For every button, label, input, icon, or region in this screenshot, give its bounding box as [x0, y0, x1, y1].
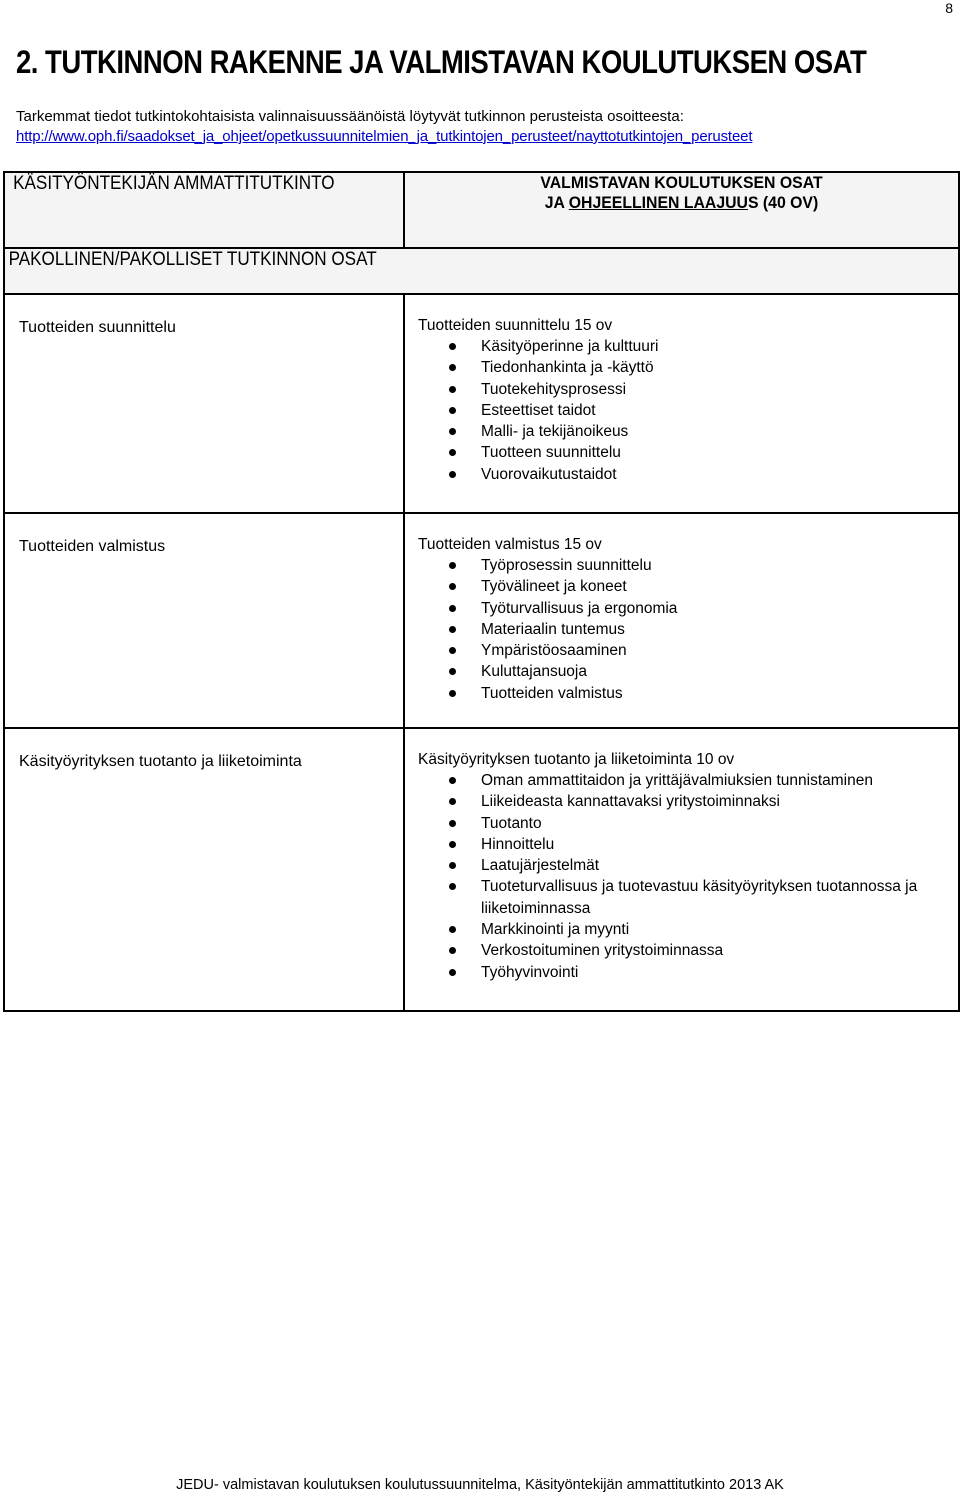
bullet-icon: [449, 449, 456, 456]
bullet-icon: [449, 583, 456, 590]
intro-paragraph: [16, 107, 752, 147]
list-item: Kuluttajansuoja: [418, 661, 958, 682]
intro-text: Tarkemmat tiedot tutkintokohtaisista valinnaisuussäänöistä löytyvät tutkinnon perusteista osoitteesta:: [16, 108, 684, 125]
title-line2-suffix: S (40 OV): [747, 193, 819, 212]
structure-table: [3, 171, 960, 1012]
list-item: Tuotteiden valmistus: [418, 683, 958, 704]
perusteet-link[interactable]: http://www.oph.fi/saadokset_ja_ohjeet/opetkussuunnitelmien_ja_tutkintojen_perusteet/nayttotutkintojen_perusteet: [16, 128, 753, 145]
bullet-icon: [449, 343, 456, 350]
bullet-icon: [449, 926, 456, 933]
list-item: Tuotanto: [418, 813, 958, 834]
unit-detail: [404, 294, 959, 513]
bullet-icon: [449, 562, 456, 569]
bullet-icon: [449, 364, 456, 371]
header-right-cell: [404, 172, 959, 248]
list-item: Oman ammattitaidon ja yrittäjävalmiuksien tunnistaminen: [418, 770, 958, 791]
list-item: Käsityöperinne ja kulttuuri: [418, 336, 958, 357]
unit-name: Tuotteiden valmistus: [4, 513, 404, 728]
list-item: Malli- ja tekijänoikeus: [418, 421, 958, 442]
unit-title: Tuotteiden valmistus 15 ov: [418, 536, 602, 553]
section-cell: [4, 248, 959, 294]
bullet-icon: [449, 690, 456, 697]
preparatory-title-line2: [424, 193, 938, 213]
list-item: Markkinointi ja myynti: [418, 919, 958, 940]
page-footer: JEDU- valmistavan koulutuksen koulutussuunnitelma, Käsityöntekijän ammattitutkinto 2013 AK: [176, 1477, 784, 1493]
bullet-icon: [449, 841, 456, 848]
list-item: Tuotteen suunnittelu: [418, 442, 958, 463]
list-item: Laatujärjestelmät: [418, 855, 958, 876]
unit-row-2: [4, 513, 959, 728]
list-item: Työturvallisuus ja ergonomia: [418, 598, 958, 619]
list-item: Tiedonhankinta ja -käyttö: [418, 357, 958, 378]
header-left-cell: [4, 172, 404, 248]
bullet-icon: [449, 883, 456, 890]
page-heading: 2. TUTKINNON RAKENNE JA VALMISTAVAN KOULUTUKSEN OSAT: [16, 44, 867, 80]
list-item: Vuorovaikutustaidot: [418, 464, 958, 485]
unit-row-3: [4, 728, 959, 1011]
bullet-icon: [449, 820, 456, 827]
preparatory-parts-title: [424, 173, 938, 213]
title-line2-prefix: JA: [544, 193, 569, 212]
unit-row-1: [4, 294, 959, 513]
list-item: Verkostoituminen yritystoiminnassa: [418, 940, 958, 961]
unit-title: Tuotteiden suunnittelu 15 ov: [418, 317, 613, 334]
bullet-icon: [449, 471, 456, 478]
list-item: Hinnoittelu: [418, 834, 958, 855]
bullet-icon: [449, 626, 456, 633]
unit-content-list: [418, 336, 958, 485]
bullet-icon: [449, 428, 456, 435]
list-item: Liikeideasta kannattavaksi yritystoiminnaksi: [418, 791, 958, 812]
list-item: Tuoteturvallisuus ja tuotevastuu käsityöyrityksen tuotannossa ja liiketoiminnassa: [418, 876, 958, 919]
bullet-icon: [449, 798, 456, 805]
list-item: Työvälineet ja koneet: [418, 576, 958, 597]
bullet-icon: [449, 605, 456, 612]
section-row: [4, 248, 959, 294]
unit-content-list: [418, 770, 958, 983]
page-number: 8: [945, 0, 953, 16]
list-item: Esteettiset taidot: [418, 400, 958, 421]
title-line2-underlined: OHJEELLINEN LAAJUU: [568, 193, 748, 212]
list-item: Työprosessin suunnittelu: [418, 555, 958, 576]
mandatory-section-title: PAKOLLINEN/PAKOLLISET TUTKINNON OSAT: [8, 249, 377, 270]
list-item: Työhyvinvointi: [418, 962, 958, 983]
unit-detail: [404, 728, 959, 1011]
preparatory-title-line1: VALMISTAVAN KOULUTUKSEN OSAT: [540, 173, 823, 192]
unit-detail: [404, 513, 959, 728]
unit-title: Käsityöyrityksen tuotanto ja liiketoiminta 10 ov: [418, 751, 735, 768]
bullet-icon: [449, 668, 456, 675]
unit-name: Käsityöyrityksen tuotanto ja liiketoiminta: [4, 728, 404, 1011]
bullet-icon: [449, 386, 456, 393]
bullet-icon: [449, 777, 456, 784]
qualification-title: KÄSITYÖNTEKIJÄN AMMATTITUTKINTO: [13, 173, 335, 194]
bullet-icon: [449, 947, 456, 954]
list-item: Materiaalin tuntemus: [418, 619, 958, 640]
bullet-icon: [449, 647, 456, 654]
unit-content-list: [418, 555, 958, 704]
bullet-icon: [449, 969, 456, 976]
list-item: Ympäristöosaaminen: [418, 640, 958, 661]
unit-name: Tuotteiden suunnittelu: [4, 294, 404, 513]
bullet-icon: [449, 407, 456, 414]
table-header-row: [4, 172, 959, 248]
list-item: Tuotekehitysprosessi: [418, 379, 958, 400]
bullet-icon: [449, 862, 456, 869]
